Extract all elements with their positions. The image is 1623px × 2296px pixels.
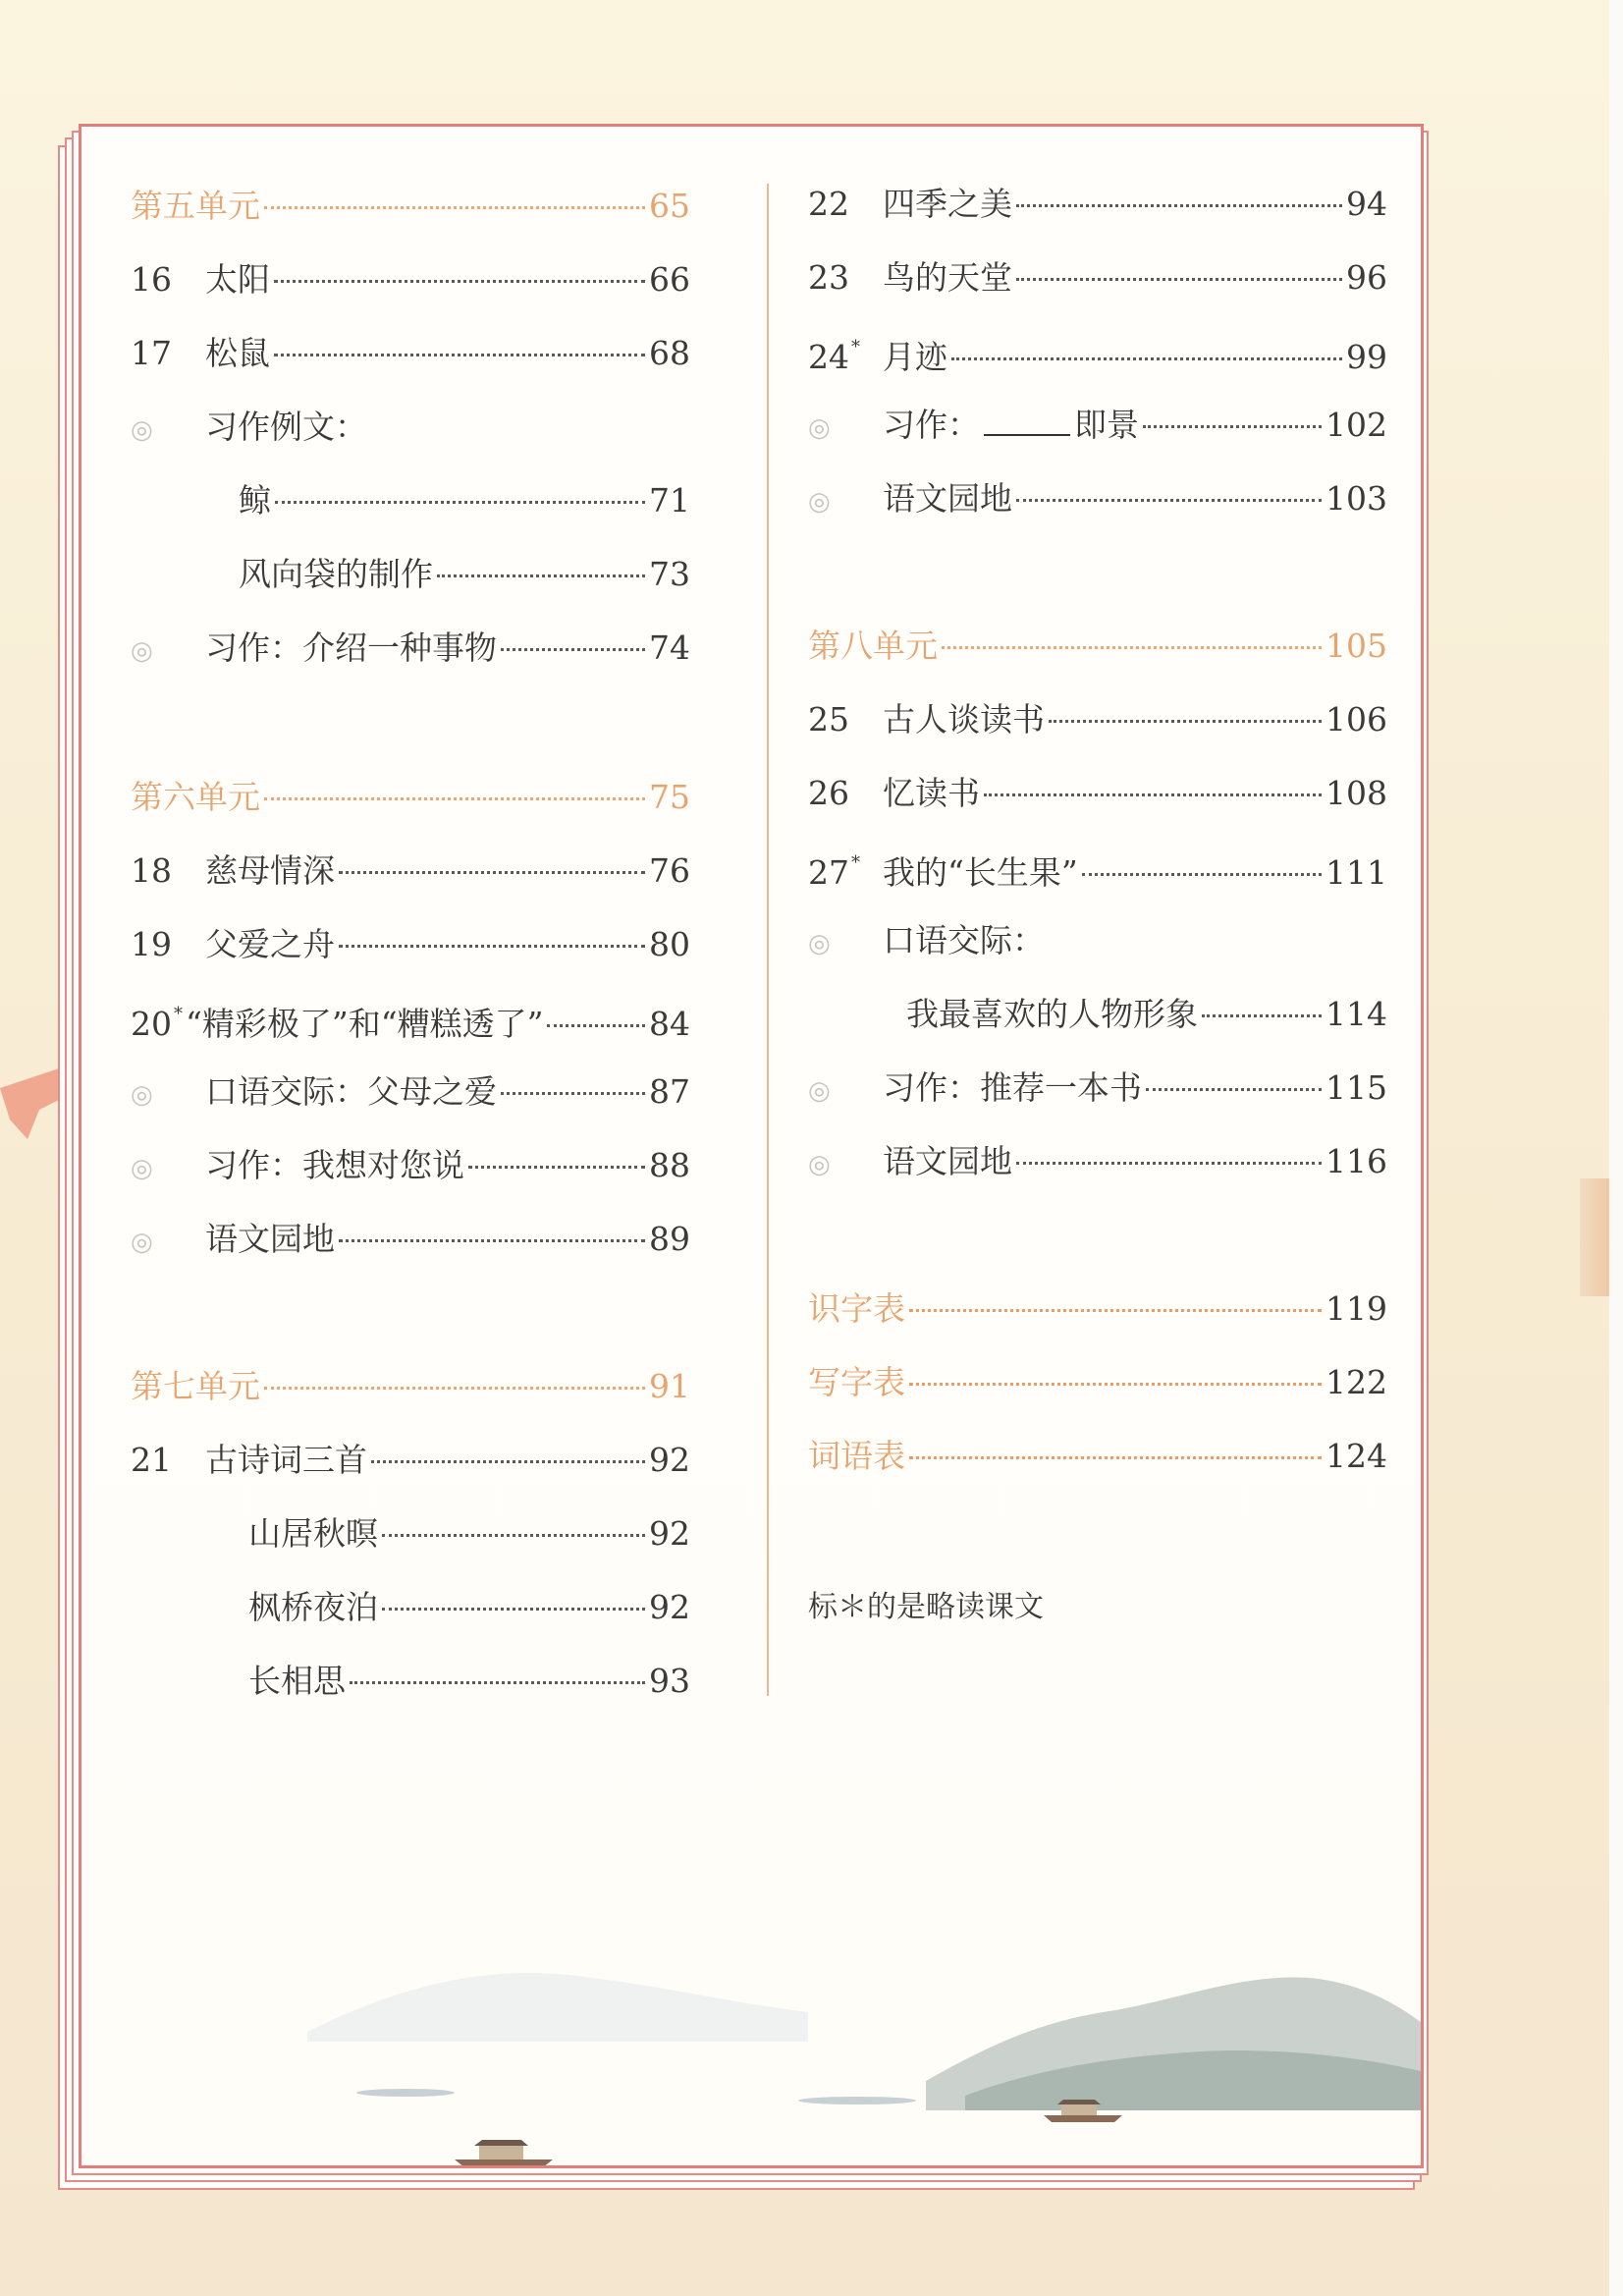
example-title: 鲸 [239, 481, 271, 519]
toc-entry[interactable] [808, 847, 1387, 894]
leader-dots [909, 1383, 1322, 1386]
appendix-entry[interactable] [808, 1436, 1387, 1477]
page-number: 94 [1346, 185, 1387, 223]
leader-dots [264, 206, 645, 209]
page-number: 74 [649, 629, 690, 667]
page-number: 88 [649, 1146, 690, 1184]
toc-entry[interactable] [808, 699, 1387, 740]
toc-heading [131, 407, 690, 451]
toc-entry[interactable] [906, 994, 1387, 1035]
entry-title: 习作： [883, 406, 980, 444]
appendix-title: 写字表 [808, 1363, 905, 1401]
leader-dots [909, 1309, 1322, 1312]
lesson-number: 21 [131, 1441, 172, 1479]
leader-dots [339, 1239, 645, 1242]
entry-title-suffix: 即景 [1074, 406, 1139, 444]
page-number: 87 [649, 1072, 690, 1111]
leader-dots [339, 945, 645, 948]
leader-dots [1016, 1162, 1322, 1165]
page-number: 103 [1325, 479, 1387, 518]
page-number: 96 [1346, 258, 1387, 297]
leader-dots [951, 357, 1342, 360]
leader-dots [264, 1387, 645, 1390]
toc-entry[interactable] [248, 1513, 690, 1555]
page-number: 92 [649, 1588, 690, 1626]
page-number: 80 [649, 925, 690, 963]
entry-title: 语文园地 [883, 479, 1012, 518]
leader-dots [468, 1166, 645, 1169]
leader-dots [1016, 499, 1322, 502]
double-circle-icon: ◎ [808, 929, 831, 958]
leader-dots [1143, 425, 1322, 428]
leader-dots [501, 1092, 645, 1095]
toc-entry[interactable] [248, 1587, 690, 1628]
double-circle-icon: ◎ [131, 1154, 153, 1183]
section-heading: 习作例文： [205, 408, 367, 446]
example-title: 风向袋的制作 [239, 555, 433, 593]
lesson-number: 24 * [808, 337, 860, 376]
page-number: 105 [1325, 627, 1387, 665]
page-number: 111 [1325, 853, 1387, 892]
entry-title: 语文园地 [883, 1142, 1012, 1180]
lesson-title: 古人谈读书 [883, 700, 1045, 738]
lesson-number: 20 * [131, 1004, 183, 1043]
lesson-title: 忆读书 [883, 774, 980, 812]
page-number: 116 [1325, 1142, 1387, 1180]
page-edge [1609, 0, 1623, 2296]
entry-title: 语文园地 [205, 1220, 335, 1258]
toc-entry[interactable] [248, 1661, 690, 1702]
double-circle-icon: ◎ [808, 413, 831, 443]
toc-entry[interactable] [131, 1071, 690, 1116]
page-number: 93 [649, 1662, 690, 1700]
unit-heading[interactable] [808, 626, 1387, 667]
unit-heading[interactable] [131, 186, 690, 227]
poem-title: 枫桥夜泊 [248, 1588, 378, 1626]
lesson-title: “精彩极了”和“糟糕透了” [186, 1005, 544, 1043]
leader-dots [371, 1460, 645, 1463]
lesson-number: 23 [808, 258, 849, 297]
section-heading: 口语交际： [883, 921, 1045, 959]
poem-title: 长相思 [248, 1662, 346, 1700]
page-number: 73 [649, 555, 690, 593]
lesson-number: 18 [131, 851, 172, 890]
leader-dots [274, 354, 645, 356]
leader-dots [264, 797, 645, 800]
toc-entry[interactable] [808, 478, 1387, 522]
toc-entry[interactable] [131, 924, 690, 965]
page-number: 122 [1325, 1363, 1387, 1401]
leader-dots [339, 871, 645, 874]
unit-heading[interactable] [131, 777, 690, 818]
leader-dots [382, 1608, 645, 1611]
double-circle-icon: ◎ [808, 1150, 831, 1179]
toc-entry[interactable] [131, 1219, 690, 1263]
page-number: 84 [649, 1005, 690, 1043]
entry-title: 习作：介绍一种事物 [205, 629, 497, 667]
entry-title: 我最喜欢的人物形象 [906, 995, 1198, 1033]
page-fold [1580, 1178, 1609, 1296]
leader-dots [1202, 1014, 1322, 1017]
appendix-entry[interactable] [808, 1288, 1387, 1330]
toc-entry[interactable] [131, 259, 690, 301]
toc-entry[interactable] [808, 1141, 1387, 1185]
unit-title: 第八单元 [808, 627, 938, 665]
entry-title: 口语交际：父母之爱 [205, 1072, 497, 1111]
leader-dots [984, 793, 1322, 796]
toc-entry[interactable] [808, 773, 1387, 814]
unit-title: 第七单元 [131, 1367, 260, 1405]
page-number: 102 [1325, 406, 1387, 444]
leader-dots [437, 574, 645, 577]
toc-entry[interactable] [131, 333, 690, 374]
double-circle-icon: ◎ [131, 1228, 153, 1257]
leader-dots [1016, 204, 1342, 207]
toc-entry[interactable] [239, 554, 690, 595]
double-circle-icon: ◎ [131, 636, 153, 666]
page-number: 76 [649, 851, 690, 890]
double-circle-icon: ◎ [808, 1076, 831, 1106]
entry-title: 习作：我想对您说 [205, 1146, 464, 1184]
lesson-number: 16 [131, 260, 172, 299]
leader-dots [1049, 720, 1322, 723]
page-number: 92 [649, 1514, 690, 1553]
lesson-title: 四季之美 [883, 185, 1012, 223]
poem-title: 山居秋暝 [248, 1514, 378, 1553]
page-number: 71 [649, 481, 690, 519]
leader-dots [547, 1024, 645, 1027]
lesson-title: 松鼠 [205, 334, 270, 372]
page-number: 91 [649, 1367, 690, 1405]
page-number: 108 [1325, 774, 1387, 812]
toc-heading [808, 920, 1387, 964]
column-divider [767, 184, 769, 1696]
lesson-title: 古诗词三首 [205, 1441, 367, 1479]
leader-dots [382, 1534, 645, 1537]
page-number: 92 [649, 1441, 690, 1479]
lesson-title: 慈母情深 [205, 851, 335, 890]
leader-dots [501, 648, 645, 651]
lesson-number: 27 * [808, 852, 860, 892]
double-circle-icon: ◎ [131, 1080, 153, 1110]
footnote: 标＊的是略读课文 [808, 1590, 1044, 1624]
appendix-title: 词语表 [808, 1437, 905, 1475]
optional-reading-star: * [851, 852, 860, 873]
appendix-entry[interactable] [808, 1362, 1387, 1403]
leader-dots [1082, 873, 1322, 876]
leader-dots [350, 1681, 645, 1684]
leader-dots [909, 1456, 1322, 1459]
fill-in-blank [984, 405, 1070, 436]
boat-icon [455, 2140, 553, 2167]
toc-entry[interactable] [808, 184, 1387, 225]
toc-entry[interactable] [808, 257, 1387, 299]
appendix-title: 识字表 [808, 1289, 905, 1328]
toc-entry[interactable] [131, 998, 690, 1045]
ink-landscape-illustration [81, 1816, 1421, 2168]
lesson-title: 月迹 [883, 338, 947, 376]
page-number: 65 [649, 187, 690, 225]
lesson-title: 鸟的天堂 [883, 258, 1012, 297]
toc-entry[interactable] [808, 331, 1387, 378]
lesson-title: 我的“长生果” [883, 853, 1078, 892]
lesson-number: 19 [131, 925, 172, 963]
leader-dots [1146, 1088, 1322, 1091]
page-number: 75 [649, 778, 690, 816]
leader-dots [275, 501, 645, 504]
unit-heading[interactable] [131, 1366, 690, 1407]
page-number: 66 [649, 260, 690, 299]
toc-entry[interactable] [131, 850, 690, 892]
toc-entry[interactable] [808, 1067, 1387, 1112]
page-number: 119 [1325, 1289, 1387, 1328]
lesson-title: 太阳 [205, 260, 270, 299]
leader-dots [1016, 278, 1342, 281]
toc-entry[interactable] [239, 480, 690, 521]
double-circle-icon: ◎ [131, 415, 153, 445]
toc-entry[interactable] [131, 628, 690, 672]
lesson-number: 25 [808, 700, 849, 738]
page-number: 68 [649, 334, 690, 372]
lesson-title: 父爱之舟 [205, 925, 335, 963]
page-number: 89 [649, 1220, 690, 1258]
page-number: 124 [1325, 1437, 1387, 1475]
leader-dots [942, 646, 1322, 649]
contents-page [79, 124, 1424, 2168]
toc-entry[interactable] [808, 405, 1387, 449]
page-number: 114 [1325, 995, 1387, 1033]
unit-title: 第六单元 [131, 778, 260, 816]
page-number: 99 [1346, 338, 1387, 376]
double-circle-icon: ◎ [808, 487, 831, 517]
unit-title: 第五单元 [131, 187, 260, 225]
toc-entry[interactable] [131, 1145, 690, 1189]
lesson-number: 17 [131, 334, 172, 372]
toc-entry[interactable] [131, 1440, 690, 1481]
lesson-number: 26 [808, 774, 849, 812]
optional-reading-star: * [851, 337, 860, 357]
leader-dots [274, 280, 645, 283]
page-number: 106 [1325, 700, 1387, 738]
page-number: 115 [1325, 1068, 1387, 1107]
lesson-number: 22 [808, 185, 849, 223]
entry-title: 习作：推荐一本书 [883, 1068, 1142, 1107]
optional-reading-star: * [174, 1004, 183, 1024]
